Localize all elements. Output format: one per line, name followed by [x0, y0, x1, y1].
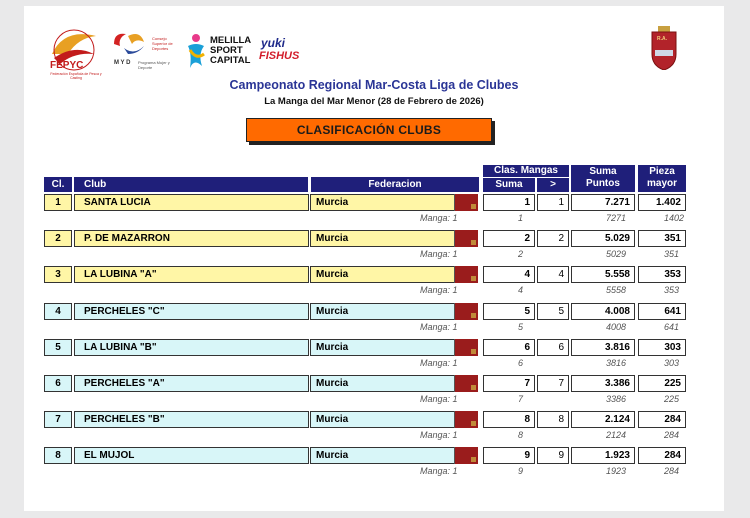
manga-suma: 7 — [518, 394, 524, 404]
region-flag-icon — [454, 339, 478, 356]
federacion-cell: Murcia — [310, 375, 478, 392]
club-cell: SANTA LUCIA — [74, 194, 309, 211]
col-club-header: Club — [74, 177, 308, 192]
csd-swirl-icon — [110, 30, 150, 58]
melilla-figure-icon — [184, 32, 208, 72]
crest-logo — [649, 26, 679, 70]
pieza-line2: mayor — [646, 178, 677, 189]
gt-cell: 1 — [537, 194, 569, 211]
pieza-mayor-cell: 1.402 — [638, 194, 686, 211]
federacion-cell: Murcia — [310, 230, 478, 247]
manga-puntos: 3386 — [606, 394, 627, 404]
manga-pieza: 284 — [664, 430, 680, 440]
manga-label: Manga: 1 — [420, 466, 458, 476]
region-flag-icon — [454, 230, 478, 247]
club-cell: EL MUJOL — [74, 447, 309, 464]
suma-cell: 9 — [483, 447, 535, 464]
suma-puntos-cell: 5.558 — [571, 266, 635, 283]
manga-suma: 2 — [518, 249, 524, 259]
clas-mangas-header: Clas. Mangas — [483, 165, 569, 177]
suma-puntos-cell: 4.008 — [571, 303, 635, 320]
pieza-mayor-cell: 225 — [638, 375, 686, 392]
gt-cell: 6 — [537, 339, 569, 356]
classification-banner: CLASIFICACIÓN CLUBS — [246, 118, 492, 142]
suma-cell: 5 — [483, 303, 535, 320]
suma-cell: 6 — [483, 339, 535, 356]
suma-puntos-line2: Puntos — [586, 178, 620, 189]
rank-cell: 7 — [44, 411, 72, 428]
manga-label: Manga: 1 — [420, 285, 458, 295]
melilla-line3: CAPITAL — [210, 55, 251, 66]
suma-puntos-cell: 5.029 — [571, 230, 635, 247]
myd-label: M Y D — [114, 60, 131, 66]
results-sheet — [24, 6, 724, 511]
fepyc-label: FEPYC — [50, 60, 84, 71]
manga-pieza: 303 — [664, 358, 680, 368]
col-federacion-header: Federacion — [311, 177, 479, 192]
event-title: Campeonato Regional Mar-Costa Liga de Clubes — [229, 78, 519, 92]
pieza-mayor-cell: 303 — [638, 339, 686, 356]
region-flag-icon — [454, 375, 478, 392]
rank-cell: 8 — [44, 447, 72, 464]
region-flag-icon — [454, 447, 478, 464]
manga-pieza: 225 — [664, 394, 680, 404]
manga-label: Manga: 1 — [420, 394, 458, 404]
manga-pieza: 353 — [664, 285, 680, 295]
manga-suma: 1 — [518, 213, 524, 223]
manga-puntos: 5029 — [606, 249, 627, 259]
melilla-line2: SPORT — [210, 45, 243, 56]
myd-logo — [110, 30, 182, 74]
rank-cell: 1 — [44, 194, 72, 211]
gt-cell: 2 — [537, 230, 569, 247]
gt-cell: 7 — [537, 375, 569, 392]
melilla-logo — [184, 32, 254, 76]
federacion-cell: Murcia — [310, 411, 478, 428]
gt-cell: 4 — [537, 266, 569, 283]
manga-suma: 4 — [518, 285, 524, 295]
federacion-cell: Murcia — [310, 303, 478, 320]
suma-puntos-cell: 2.124 — [571, 411, 635, 428]
club-cell: PERCHELES "B" — [74, 411, 309, 428]
manga-suma: 6 — [518, 358, 524, 368]
suma-cell: 4 — [483, 266, 535, 283]
suma-cell: 1 — [483, 194, 535, 211]
manga-pieza: 351 — [664, 249, 680, 259]
crest-shield-icon — [649, 26, 679, 70]
pieza-mayor-cell: 641 — [638, 303, 686, 320]
col-pieza-header — [638, 165, 686, 192]
suma-cell: 8 — [483, 411, 535, 428]
region-flag-icon — [454, 303, 478, 320]
event-subtitle: La Manga del Mar Menor (28 de Febrero de 2026) — [264, 96, 484, 107]
pieza-mayor-cell: 284 — [638, 447, 686, 464]
manga-label: Manga: 1 — [420, 213, 458, 223]
manga-puntos: 4008 — [606, 322, 627, 332]
club-cell: LA LUBINA "A" — [74, 266, 309, 283]
club-cell: P. DE MAZARRON — [74, 230, 309, 247]
federacion-cell: Murcia — [310, 194, 478, 211]
suma-puntos-cell: 3.386 — [571, 375, 635, 392]
manga-pieza: 284 — [664, 466, 680, 476]
federacion-cell: Murcia — [310, 339, 478, 356]
rank-cell: 4 — [44, 303, 72, 320]
manga-puntos: 7271 — [606, 213, 627, 223]
gt-cell: 9 — [537, 447, 569, 464]
pieza-line1: Pieza — [649, 166, 675, 177]
yuki-logo — [259, 36, 319, 66]
manga-pieza: 1402 — [664, 213, 685, 223]
fishus-label: FISHUS — [259, 50, 300, 62]
federacion-cell: Murcia — [310, 447, 478, 464]
rank-cell: 6 — [44, 375, 72, 392]
crest-label: R.A. — [657, 36, 667, 42]
region-flag-icon — [454, 194, 478, 211]
pieza-mayor-cell: 351 — [638, 230, 686, 247]
manga-suma: 5 — [518, 322, 524, 332]
col-gt-header: > — [537, 178, 569, 192]
manga-label: Manga: 1 — [420, 322, 458, 332]
region-flag-icon — [454, 266, 478, 283]
manga-puntos: 2124 — [606, 430, 627, 440]
col-suma-puntos-header — [571, 165, 635, 192]
region-flag-icon — [454, 411, 478, 428]
manga-puntos: 3816 — [606, 358, 627, 368]
manga-puntos: 1923 — [606, 466, 627, 476]
manga-label: Manga: 1 — [420, 249, 458, 259]
manga-suma: 8 — [518, 430, 524, 440]
manga-puntos: 5558 — [606, 285, 627, 295]
rank-cell: 5 — [44, 339, 72, 356]
manga-label: Manga: 1 — [420, 358, 458, 368]
gt-cell: 5 — [537, 303, 569, 320]
csd-label: Consejo Superior de Deportes — [152, 36, 173, 51]
suma-puntos-line1: Suma — [589, 166, 617, 177]
rank-cell: 3 — [44, 266, 72, 283]
suma-cell: 7 — [483, 375, 535, 392]
manga-suma: 9 — [518, 466, 524, 476]
fepyc-sublabel: Federación Española de Pesca y Casting — [50, 72, 102, 80]
rank-cell: 2 — [44, 230, 72, 247]
fepyc-logo — [44, 24, 104, 82]
manga-pieza: 641 — [664, 322, 680, 332]
col-cl-header: Cl. — [44, 177, 72, 192]
pieza-mayor-cell: 353 — [638, 266, 686, 283]
gt-cell: 8 — [537, 411, 569, 428]
pieza-mayor-cell: 284 — [638, 411, 686, 428]
myd-sublabel: Programa Mujer y Deporte — [138, 60, 170, 70]
melilla-line1: MELILLA — [210, 35, 252, 46]
yuki-label: yuki — [261, 36, 286, 50]
suma-puntos-cell: 3.816 — [571, 339, 635, 356]
club-cell: PERCHELES "C" — [74, 303, 309, 320]
club-cell: PERCHELES "A" — [74, 375, 309, 392]
club-cell: LA LUBINA "B" — [74, 339, 309, 356]
suma-puntos-cell: 1.923 — [571, 447, 635, 464]
suma-puntos-cell: 7.271 — [571, 194, 635, 211]
suma-cell: 2 — [483, 230, 535, 247]
col-suma-header: Suma — [483, 178, 535, 192]
manga-label: Manga: 1 — [420, 430, 458, 440]
federacion-cell: Murcia — [310, 266, 478, 283]
